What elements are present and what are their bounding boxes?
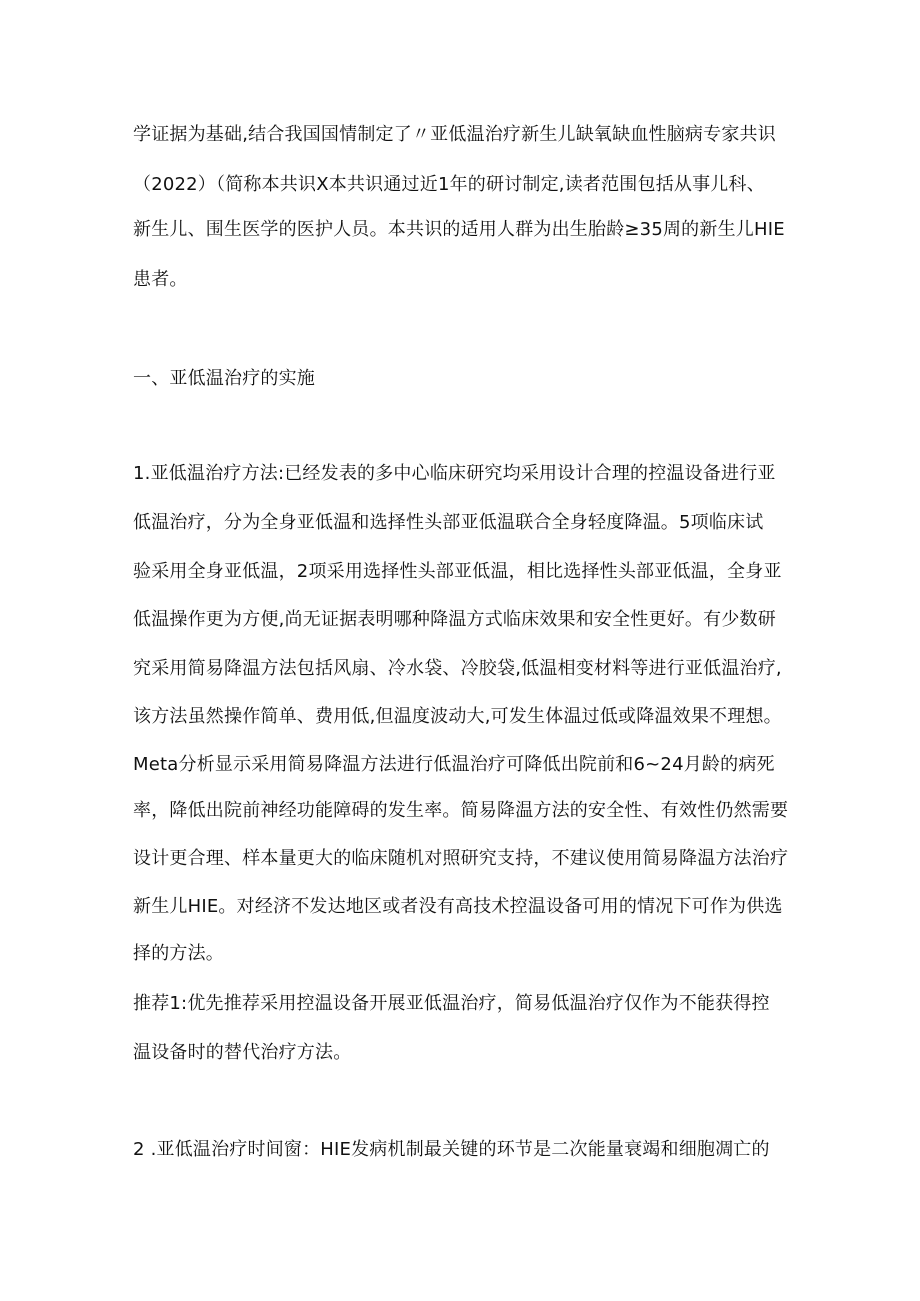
method-line-1: 1.亚低温治疗方法:已经发表的多中心临床研究均采用设计合理的控温设备进行亚	[133, 463, 776, 484]
intro-line-4: 患者。	[133, 269, 188, 290]
method-line-5: 究采用简易降温方法包括风扇、冷水袋、冷胶袋,低温相变材料等进行亚低温治疗,	[133, 658, 782, 679]
recommendation-line-2: 温设备时的替代治疗方法。	[133, 1042, 352, 1063]
recommendation-line-1: 推荐1:优先推荐采用控温设备开展亚低温治疗，简易低温治疗仅作为不能获得控	[133, 993, 770, 1014]
method-line-7: Meta分析显示采用简易降温方法进行低温治疗可降低出院前和6~24月龄的病死	[133, 754, 775, 775]
intro-line-2: （2022）（简称本共识X本共识通过近1年的研讨制定,读者范围包括从事儿科、	[133, 174, 765, 195]
method-line-8: 率，降低出院前神经功能障碍的发生率。简易降温方法的安全性、有效性仍然需要	[133, 800, 789, 821]
method-line-2: 低温治疗，分为全身亚低温和选择性头部亚低温联合全身轻度降温。5项临床试	[133, 512, 764, 533]
intro-line-3: 新生儿、围生医学的医护人员。本共识的适用人群为出生胎龄≥35周的新生儿HIE	[133, 219, 785, 240]
method-line-9: 设计更合理、样本量更大的临床随机对照研究支持，不建议使用简易降温方法治疗	[133, 848, 789, 869]
method-line-11: 择的方法。	[133, 943, 224, 964]
method-line-10: 新生儿HIE。对经济不发达地区或者没有高技术控温设备可用的情况下可作为供选	[133, 896, 783, 917]
intro-line-1: 学证据为基础,结合我国国情制定了〃亚低温治疗新生儿缺氧缺血性脑病专家共识	[133, 124, 776, 145]
method-line-3: 验采用全身亚低温，2项采用选择性头部亚低温，相比选择性头部亚低温，全身亚	[133, 561, 782, 582]
method-line-6: 该方法虽然操作简单、费用低,但温度波动大,可发生体温过低或降温效果不理想。	[133, 706, 782, 727]
section-heading: 一、亚低温治疗的实施	[133, 368, 315, 389]
time-window-line-1: 2 .亚低温治疗时间窗：HIE发病机制最关键的环节是二次能量衰竭和细胞凋亡的	[133, 1139, 770, 1160]
method-line-4: 低温操作更为方便,尚无证据表明哪种降温方式临床效果和安全性更好。有少数研	[133, 609, 776, 630]
